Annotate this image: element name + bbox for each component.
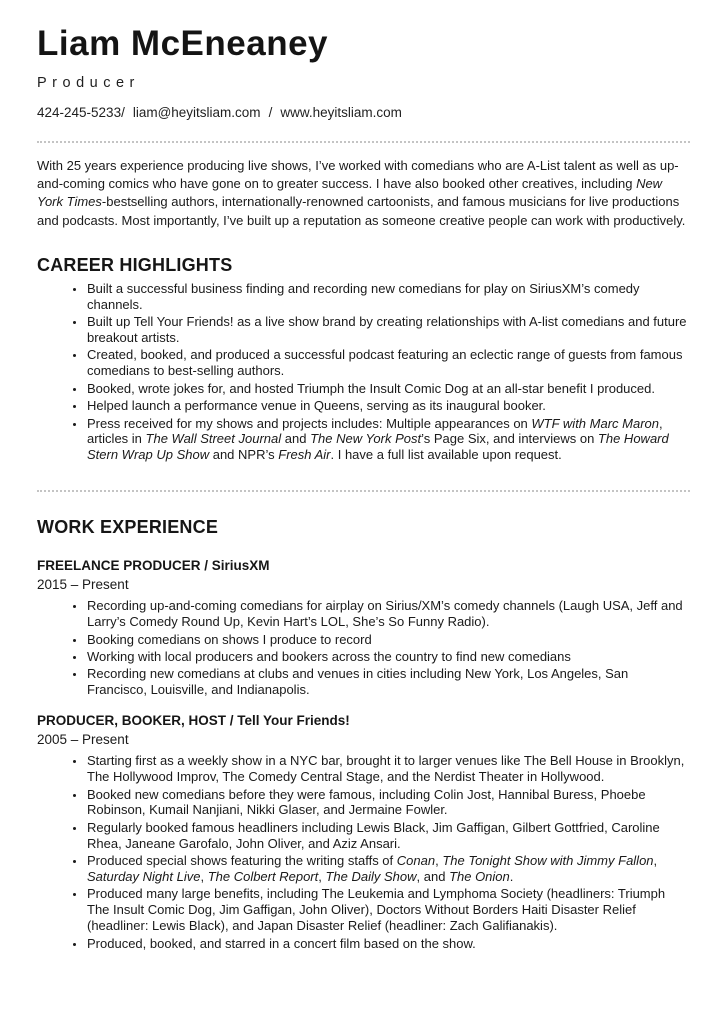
text-segment: .: [509, 869, 514, 885]
bullet-item: [86, 281, 690, 313]
bullet-item: [86, 381, 690, 397]
italic-text: The Howard Stern Wrap Up Show: [87, 431, 669, 463]
text-segment: Created, booked, and produced a successful podcast featuring an eclectic range of guests from famous comedians to best-selling authors.: [87, 347, 683, 379]
text-segment: Booked new comedians before they were famous, including Colin Jost, Hannibal Buress, Phoebe Robinson, Kumail Nanjiani, Nikki Glaser, and Jermaine Fowler.: [87, 786, 646, 818]
text-segment: , and: [416, 869, 450, 885]
italic-text: The New York Post: [310, 431, 422, 447]
bullet-item: [86, 787, 690, 819]
bullet-item: [86, 649, 690, 665]
text-segment: Built up Tell Your Friends! as a live show brand by creating relationships with A-list comedians and future breakout artists.: [87, 314, 687, 346]
bullet-item: [86, 936, 690, 952]
text-segment: Built a successful business finding and recording new comedians for play on SiriusXM’s comedy channels.: [87, 280, 640, 312]
text-segment: Recording new comedians at clubs and venues in cities including New York, Los Angeles, San Francisco, Louisville, and Indianapolis.: [87, 666, 629, 698]
job-title: FREELANCE PRODUCER / SiriusXM: [37, 558, 270, 574]
person-name: Liam McEneaney: [37, 24, 328, 63]
bullet-item: [86, 598, 690, 630]
italic-text: The Daily Show: [325, 869, 417, 885]
bullet-item: [86, 314, 690, 346]
italic-text: New York Times: [37, 176, 663, 210]
job-dates: 2015 – Present: [37, 577, 129, 593]
text-segment: -bestselling authors, internationally-renowned cartoonists, and famous musicians for live productions and podcasts. Most importantly, I’ve built up a reputation as someone creative people can work with productively.: [37, 194, 686, 228]
section-divider: [37, 490, 690, 492]
website-url: www.heyitsliam.com: [280, 105, 402, 120]
italic-text: Conan: [396, 853, 436, 869]
italic-text: The Tonight Show with Jimmy Fallon: [442, 853, 654, 869]
bullet-item: [86, 632, 690, 648]
section-work-experience: [37, 518, 690, 951]
italic-text: WTF with Marc Maron: [531, 415, 659, 431]
text-segment: . I have a full list available upon request.: [330, 447, 562, 463]
email-address: liam@heyitsliam.com: [132, 105, 261, 120]
work-experience-heading: WORK EXPERIENCE: [37, 517, 219, 538]
text-segment: Produced many large benefits, including The Leukemia and Lymphoma Society (headliners: Triumph The Insult Comic Dog, Jim Gaffigan, John Oliver), Doctors Without Borders Haiti Disaster Relief (headliner: Lewis Black), and Japan Disaster Relief (headliner: Zach Galifianakis).: [87, 886, 666, 934]
section-career-highlights: [37, 256, 690, 463]
text-segment: Press received for my shows and projects includes: Multiple appearances on: [87, 415, 532, 431]
bullet-item: [86, 853, 690, 885]
job-entry-siriusxm: [37, 558, 690, 698]
italic-text: The Onion: [449, 869, 510, 885]
text-segment: Helped launch a performance venue in Queens, serving as its inaugural booker.: [87, 398, 546, 414]
text-segment: With 25 years experience producing live shows, I’ve worked with comedians who are A-List talent as well as up-and-coming comics who have gone on to greater success. I have also booked other creatives, including: [37, 158, 679, 192]
italic-text: Saturday Night Live: [87, 869, 201, 885]
text-segment: ,: [435, 853, 443, 869]
italic-text: The Wall Street Journal: [145, 431, 282, 447]
header-divider: [37, 141, 690, 143]
text-segment: Booking comedians on shows I produce to record: [87, 631, 372, 647]
career-highlights-list: [37, 281, 690, 463]
italic-text: Fresh Air: [278, 447, 331, 463]
text-segment: Regularly booked famous headliners including Lewis Black, Jim Gaffigan, Gilbert Gottfried, Caroline Rhea, Janeane Garofalo, John Oliver, and Aziz Ansari.: [87, 819, 660, 851]
job-entry-tell-your-friends: [37, 713, 690, 951]
contact-separator: /: [268, 105, 273, 120]
text-segment: Booked, wrote jokes for, and hosted Triumph the Insult Comic Dog at an all-star benefit I produced.: [87, 380, 655, 396]
career-highlights-heading: CAREER HIGHLIGHTS: [37, 254, 233, 275]
text-segment: Produced special shows featuring the writing staffs of: [87, 853, 397, 869]
resume-header: [37, 25, 690, 120]
text-segment: Recording up-and-coming comedians for airplay on Sirius/XM’s comedy channels (Laugh USA, Jeff and Larry’s Comedy Round Up, Kevin Hart’s LOL, She’s So Funny Radio).: [87, 598, 683, 630]
summary-paragraph: [37, 157, 690, 230]
text-segment: ,: [318, 869, 326, 885]
text-segment: and NPR’s: [209, 447, 279, 463]
person-job-title: Producer: [37, 75, 140, 91]
bullet-item: [86, 820, 690, 852]
bullet-item: [86, 886, 690, 934]
text-segment: ,: [200, 869, 208, 885]
job-title: PRODUCER, BOOKER, HOST / Tell Your Friends!: [37, 713, 350, 729]
job-dates: 2005 – Present: [37, 732, 129, 748]
text-segment: Working with local producers and bookers across the country to find new comedians: [87, 649, 571, 664]
bullet-item: [86, 398, 690, 414]
bullet-item: [86, 416, 690, 464]
italic-text: The Colbert Report: [207, 869, 319, 885]
text-segment: Produced, booked, and starred in a concert film based on the show.: [87, 935, 476, 951]
phone-number: 424-245-5233/: [37, 105, 125, 120]
job-duties-list: [37, 598, 690, 698]
bullet-item: [86, 666, 690, 698]
bullet-item: [86, 753, 690, 785]
text-segment: ,: [653, 853, 658, 869]
text-segment: and: [281, 431, 311, 447]
contact-line: [37, 105, 690, 120]
job-duties-list: [37, 753, 690, 951]
bullet-item: [86, 347, 690, 379]
text-segment: , articles in: [87, 415, 663, 447]
text-segment: Starting first as a weekly show in a NYC bar, brought it to larger venues like The Bell House in Brooklyn, The Hollywood Improv, The Comedy Central Stage, and the Nerdist Theater in Hollywood.: [87, 753, 685, 785]
text-segment: ’s Page Six, and interviews on: [421, 431, 598, 447]
